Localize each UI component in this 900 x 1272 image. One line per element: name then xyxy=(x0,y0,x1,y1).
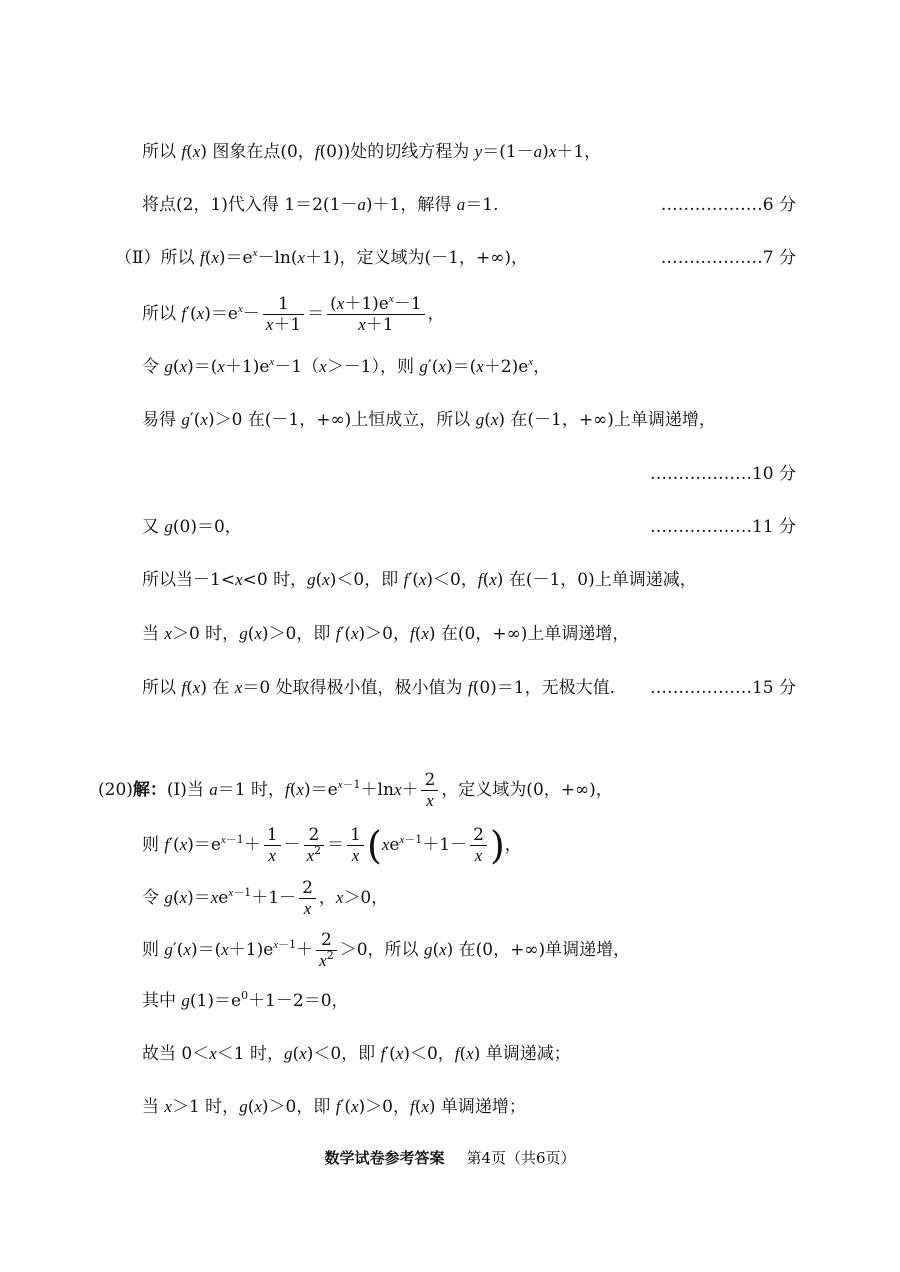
part-two-heading: （Ⅱ）所以 $f(x)=e^x-\ln(x+1)$，定义域为(－1，+∞)， xyxy=(115,247,528,268)
fraction: $\frac{2}{x}$ xyxy=(299,878,316,919)
math-line: 当 x＞0 时，g(x)＞0，即 f′(x)＞0，f(x) 在(0，+∞)上单调递增， xyxy=(142,624,630,644)
math-line: 故当 0＜x＜1 时，g(x)＜0，即 f′(x)＜0，f(x) 单调递减； xyxy=(142,1044,571,1064)
fraction: $\frac{2}{x}$ xyxy=(470,825,487,866)
derivative-line: 则 $f'(x)=e^{x-1}+$ $\frac{1}{x}$ － $\frac{2}{x^2}$ ＝ $\frac{1}{x}$ ($xe^{x-1}+1-$ $\frac{2}{x}$ )， xyxy=(142,823,522,868)
score-marker: ………………10 分 xyxy=(649,464,796,484)
score-marker: ………………6 分 xyxy=(660,195,796,215)
math-line: 又 g(0)＝0， xyxy=(142,517,242,537)
score-marker: ………………11 分 xyxy=(649,517,796,537)
fraction: $\frac{2}{x^2}$ xyxy=(316,930,337,971)
derivative-line: 所以 $f'(x)=e^x-$ $\frac{1}{x+1}$ ＝ $\frac{(x+1)e^x-1}{x+1}$ ， xyxy=(142,293,445,335)
math-line: 令 $g(x)=(x+1)e^x-1(x>-1)$，则 $g'(x)=(x+2)e^x$， xyxy=(142,356,551,377)
math-line: 所以当－1<x<0 时，g(x)＜0，即 f′(x)＜0，f(x) 在(－1，0)上单调递减， xyxy=(142,570,697,590)
math-line: 所以 f(x) 在 x＝0 处取得极小值，极小值为 f(0)＝1，无极大值. xyxy=(142,678,615,698)
question-20-heading: (20)解：(Ⅰ)当 a＝1 时，$f(x)=e^{x-1}+\ln x+$ $\frac{2}{x}$ ，定义域为(0，+∞)， xyxy=(98,770,613,810)
math-line: 将点(2，1)代入得 1＝2(1－a)＋1，解得 a＝1. xyxy=(142,195,499,215)
fraction: $\frac{1}{x+1}$ xyxy=(263,294,304,335)
fraction: $\frac{1}{x}$ xyxy=(347,825,364,866)
fraction: $\frac{2}{x^2}$ xyxy=(304,825,325,866)
score-marker: ………………15 分 xyxy=(649,678,796,698)
footer-title: 数学试卷参考答案 xyxy=(324,1149,445,1167)
math-line: 易得 g′(x)＞0 在(－1，+∞)上恒成立，所以 g(x) 在(－1，+∞)上单调递增， xyxy=(142,410,716,430)
fraction: $\frac{(x+1)e^x-1}{x+1}$ xyxy=(327,294,424,335)
page-number: 第4页（共6页） xyxy=(466,1149,576,1167)
score-marker: ………………7 分 xyxy=(660,248,796,268)
math-line: 当 x＞1 时，g(x)＞0，即 f′(x)＞0，f(x) 单调递增； xyxy=(142,1097,526,1117)
math-line: 则 $g'(x)=(x+1)e^{x-1}+$ $\frac{2}{x^2}$ ＞0，所以 g(x) 在(0，+∞)单调递增， xyxy=(142,930,631,970)
math-line: 所以 f(x) 图象在点(0，f(0))处的切线方程为 y＝(1－a)x＋1， xyxy=(142,142,602,162)
fraction: $\frac{1}{x}$ xyxy=(264,825,281,866)
math-line: 令 $g(x)=xe^{x-1}+1-$ $\frac{2}{x}$ ，x＞0， xyxy=(142,878,389,918)
fraction: $\frac{2}{x}$ xyxy=(421,770,438,811)
page-footer xyxy=(0,1147,900,1168)
math-line: 其中 $g(1)=e^0+1-2=0$， xyxy=(142,989,349,1011)
